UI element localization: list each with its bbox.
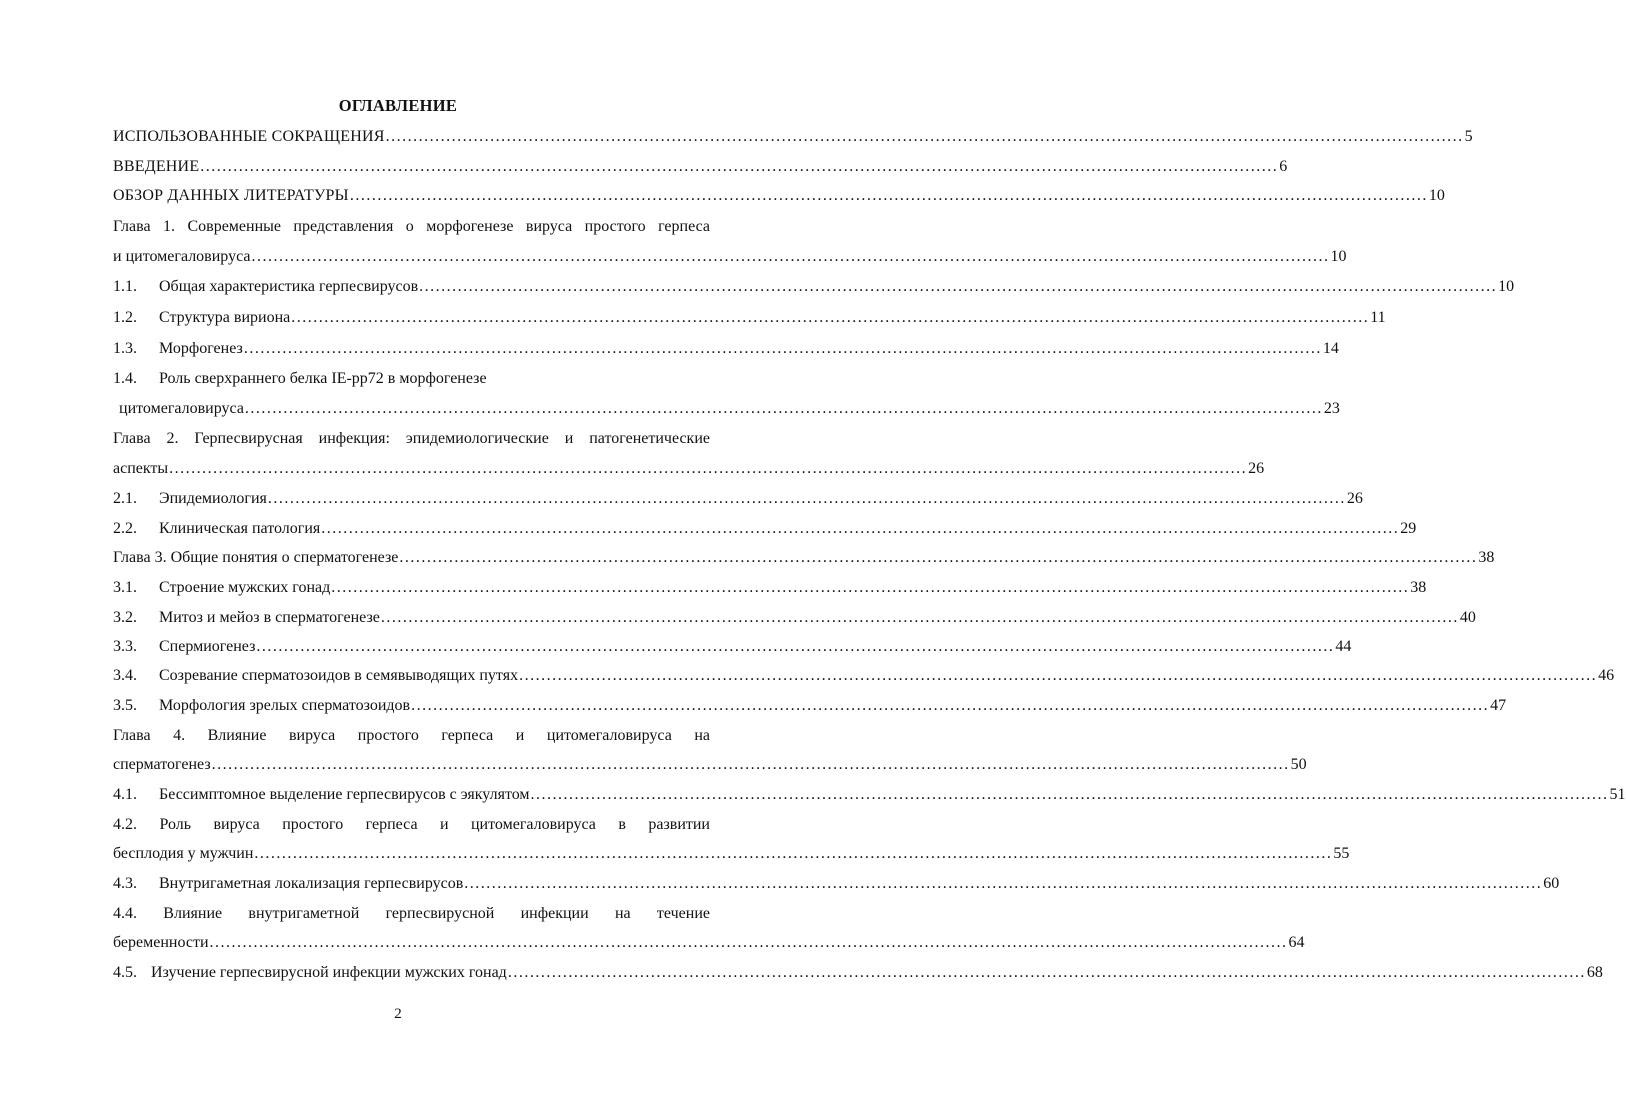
toc-entry-number: 4.1. [113,786,137,803]
toc-entry [113,607,1476,629]
toc-entry-text: ИСПОЛЬЗОВАННЫЕ СОКРАЩЕНИЯ [113,128,385,145]
dot-leader [267,488,1347,510]
toc-entry-number: 4.5. [113,964,137,981]
toc-entry-number: 1.2. [113,309,137,326]
toc-page-number: 47 [1490,697,1507,714]
toc-page-number: 14 [1322,340,1339,357]
toc-entry-text: Морфология зрелых сперматозоидов [159,697,411,714]
toc-entry-line1 [113,814,710,836]
dot-leader [209,932,1289,954]
dot-leader [518,665,1598,687]
toc-entry [113,577,1427,599]
toc-entry-text: сперматогенез [113,756,211,773]
toc-entry-line2 [113,246,1347,268]
toc-heading: ОГЛАВЛЕНИЕ [338,96,458,115]
dot-leader [410,695,1490,717]
toc-entry [113,636,1352,658]
toc-entry-text: Глава 2. Герпесвирусная инфекция: эпидемиологические и патогенетические [113,430,710,447]
dot-leader [244,398,1324,420]
toc-entry [113,185,1445,207]
dot-leader [250,246,1330,268]
toc-entry-number: 1.1. [113,278,137,295]
dot-leader [385,126,1465,148]
toc-entry-line1 [113,368,710,390]
toc-page-number: 23 [1323,400,1340,417]
dot-leader [380,607,1460,629]
toc-entry [113,518,1417,540]
toc-page-number: 5 [1464,128,1473,145]
toc-entry-line2 [113,458,1265,480]
toc-page-number: 10 [1428,187,1445,204]
toc-entry-line2 [113,932,1305,954]
dot-leader [211,754,1291,776]
dot-leader [255,636,1335,658]
toc-entry-line1 [113,725,710,747]
toc-entry-text: Клиническая патология [159,520,321,537]
dot-leader [330,577,1410,599]
dot-leader [418,276,1498,298]
toc-page-number: 38 [1410,579,1427,596]
toc-entry-text: Общая характеристика герпесвирусов [159,278,419,295]
toc-entry-number: 3.1. [113,579,137,596]
toc-entry [113,665,1615,687]
toc-entry-text: Строение мужских гонад [159,579,331,596]
toc-page-number: 68 [1586,964,1603,981]
toc-page-number: 10 [1330,248,1347,265]
toc-entry [113,873,1560,895]
toc-entry [113,488,1363,510]
toc-entry-text: Роль сверхраннего белка IE-pp72 в морфогенезе [159,370,487,387]
toc-entry-text: 4.4. Влияние внутригаметной герпесвирусной инфекции на течение [113,905,710,922]
toc-entry-text: аспекты [113,460,169,477]
toc-page-number: 26 [1346,490,1363,507]
toc-entry-number: 3.2. [113,609,137,626]
toc-entry-text: Морфогенез [159,340,243,357]
toc-page-number: 51 [1609,786,1626,803]
toc-entry-text: Бессимптомное выделение герпесвирусов с эякулятом [159,786,530,803]
dot-leader [507,962,1587,984]
dot-leader [253,843,1333,865]
toc-entry [113,962,1603,984]
toc-page-number: 64 [1288,934,1305,951]
toc-entry-number: 2.2. [113,520,137,537]
toc-page-number: 60 [1543,875,1560,892]
toc-entry-text: 4.2. Роль вируса простого герпеса и цитомегаловируса в развитии [113,816,710,833]
dot-leader [320,518,1400,540]
toc-entry-number: 2.1. [113,490,137,507]
toc-entry [113,784,1626,806]
toc-page-number: 55 [1333,845,1350,862]
dot-leader [463,873,1543,895]
toc-entry-text: ОБЗОР ДАННЫХ ЛИТЕРАТУРЫ [113,187,349,204]
dot-leader [398,547,1478,569]
toc-entry-text: Внутригаметная локализация герпесвирусов [159,875,464,892]
toc-entry-number: 1.4. [113,370,137,387]
dot-leader [530,784,1610,806]
toc-entry-number: 3.5. [113,697,137,714]
toc-entry-text: Изучение герпесвирусной инфекции мужских гонад [151,964,507,981]
toc-page-number: 44 [1335,638,1352,655]
toc-page-number: 29 [1400,520,1417,537]
toc-entry-line1 [113,428,710,450]
toc-entry-text: Структура вириона [159,309,291,326]
toc-entry [113,276,1515,298]
toc-entry-line2 [113,754,1307,776]
toc-page-number: 40 [1459,609,1476,626]
toc-entry-text: и цитомегаловируса [113,248,251,265]
toc-entry-line1 [113,903,710,925]
toc-entry-line1 [113,216,710,238]
toc-entry-number: 4.3. [113,875,137,892]
toc-entry-number: 3.4. [113,667,137,684]
toc-entry-text: бесплодия у мужчин [113,845,254,862]
toc-page-number: 26 [1248,460,1265,477]
toc-entry-text: Глава 1. Современные представления о морфогенезе вируса простого герпеса [113,218,710,235]
dot-leader [199,156,1279,178]
toc-entry-line2 [119,398,1340,420]
toc-entry-text: Глава 4. Влияние вируса простого герпеса и цитомегаловируса на [113,727,710,744]
toc-entry [113,547,1495,569]
toc-entry-number: 1.3. [113,340,137,357]
toc-entry [113,695,1507,717]
toc-page-number: 11 [1370,309,1386,326]
toc-entry-text: беременности [113,934,209,951]
toc-entry [113,126,1473,148]
toc-entry-number: 3.3. [113,638,137,655]
toc-entry-text: Эпидемиология [159,490,267,507]
toc-entry [113,307,1386,329]
toc-entry-text: цитомегаловируса [119,400,244,417]
dot-leader [349,185,1429,207]
toc-entry-line2 [113,843,1350,865]
dot-leader [243,338,1323,360]
toc-page-number: 38 [1478,549,1495,566]
toc-page-number: 6 [1279,158,1288,175]
toc-page-number: 46 [1598,667,1615,684]
page-number: 2 [394,1006,402,1022]
dot-leader [168,458,1248,480]
toc-entry [113,156,1288,178]
toc-entry [113,338,1339,360]
toc-entry-text: Глава 3. Общие понятия о сперматогенезе [113,549,399,566]
toc-entry-text: Митоз и мейоз в сперматогенезе [159,609,380,626]
toc-page-number: 50 [1290,756,1307,773]
dot-leader [290,307,1370,329]
toc-entry-text: ВВЕДЕНИЕ [113,158,200,175]
toc-page-number: 10 [1498,278,1515,295]
toc-entry-text: Созревание сперматозоидов в семявыводящих путях [159,667,519,684]
toc-entry-text: Спермиогенез [159,638,256,655]
